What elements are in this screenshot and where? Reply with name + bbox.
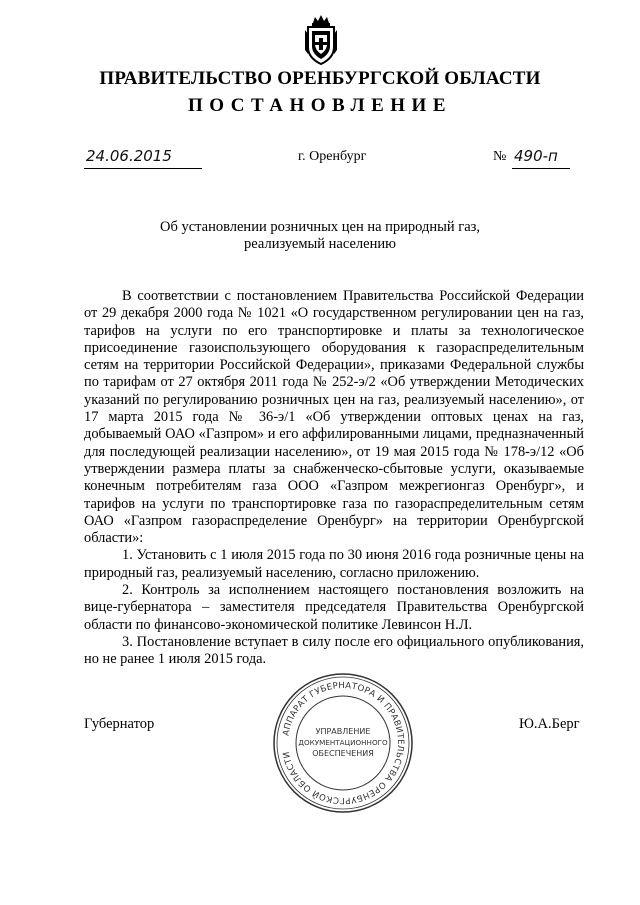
stamp-outer-text: АППАРАТ ГУБЕРНАТОРА И ПРАВИТЕЛЬСТВА ОРЕНБУРГСКОЙ ОБЛАСТИ (281, 680, 406, 806)
signer-name: Ю.А.Берг (519, 716, 580, 732)
document-number-field (512, 146, 570, 169)
government-title: ПРАВИТЕЛЬСТВО ОРЕНБУРГСКОЙ ОБЛАСТИ (99, 68, 541, 89)
document-date-field (84, 146, 202, 169)
stamp-line-2: ДОКУМЕНТАЦИОННОГО (298, 738, 388, 747)
subject-line-1: Об установлении розничных цен на природный газ, (159, 219, 481, 235)
item-2-paragraph: 2. Контроль за исполнением настоящего постановления возложить на вице-губернатора – заместителя председателя Правительства Оренбургской области по финансово-экономической политике Левинсон Н.Л. (84, 582, 584, 633)
subject-line-2: реализуемый населению (244, 236, 396, 252)
coat-of-arms-icon (301, 14, 341, 68)
document-body (84, 288, 584, 669)
signer-title: Губернатор (84, 716, 155, 732)
document-subject (120, 219, 520, 253)
intro-paragraph: В соответствии с постановлением Правительства Российской Федерации от 29 декабря 2000 года № 1021 «О государственном регулировании цен на газ, тарифов на услуги по его транспортировке и платы за технологическое присоединение газоиспользующего оборудования к газораспределительным сетям на территории Российской Федерации», приказами Федеральной службы по тарифам от 27 октября 2011 года № 252-э/2 «Об утверждении Методических указаний по регулированию розничных цен на газ, реализуемый населению», от 17 марта 2015 года № 36-э/1 «Об утверждении оптовых ценах на газ, добываемый ОАО «Газпром» и его аффилированными лицами, предназначенный для последующей реализации населению», от 19 мая 2015 года № 178-э/12 «Об утверждении размера платы за снабженческо-сбытовые услуги, оказываемые конечным потребителям газа ООО «Газпром межрегионгаз Оренбург», и тарифов на услуги по транспортировке газа по газораспределительным сетям ОАО «Газпром газораспределение Оренбург» на территории Оренбургской области»: (84, 288, 584, 547)
document-number-label: № (493, 149, 507, 164)
document-number: 490-п (514, 147, 558, 165)
stamp-line-3: ОБЕСПЕЧЕНИЯ (312, 749, 374, 758)
document-type: ПОСТАНОВЛЕНИЕ (187, 95, 453, 116)
document-date: 24.06.2015 (86, 147, 172, 165)
item-3-paragraph: 3. Постановление вступает в силу после его официального опубликования, но не ранее 1 июля 2015 года. (84, 633, 584, 668)
official-stamp (272, 672, 414, 814)
stamp-line-1: УПРАВЛЕНИЕ (315, 727, 371, 736)
item-1-paragraph: 1. Установить с 1 июля 2015 года по 30 июня 2016 года розничные цены на природный газ, реализуемый населению, согласно приложению. (84, 547, 584, 581)
document-city: г. Оренбург (298, 149, 367, 164)
